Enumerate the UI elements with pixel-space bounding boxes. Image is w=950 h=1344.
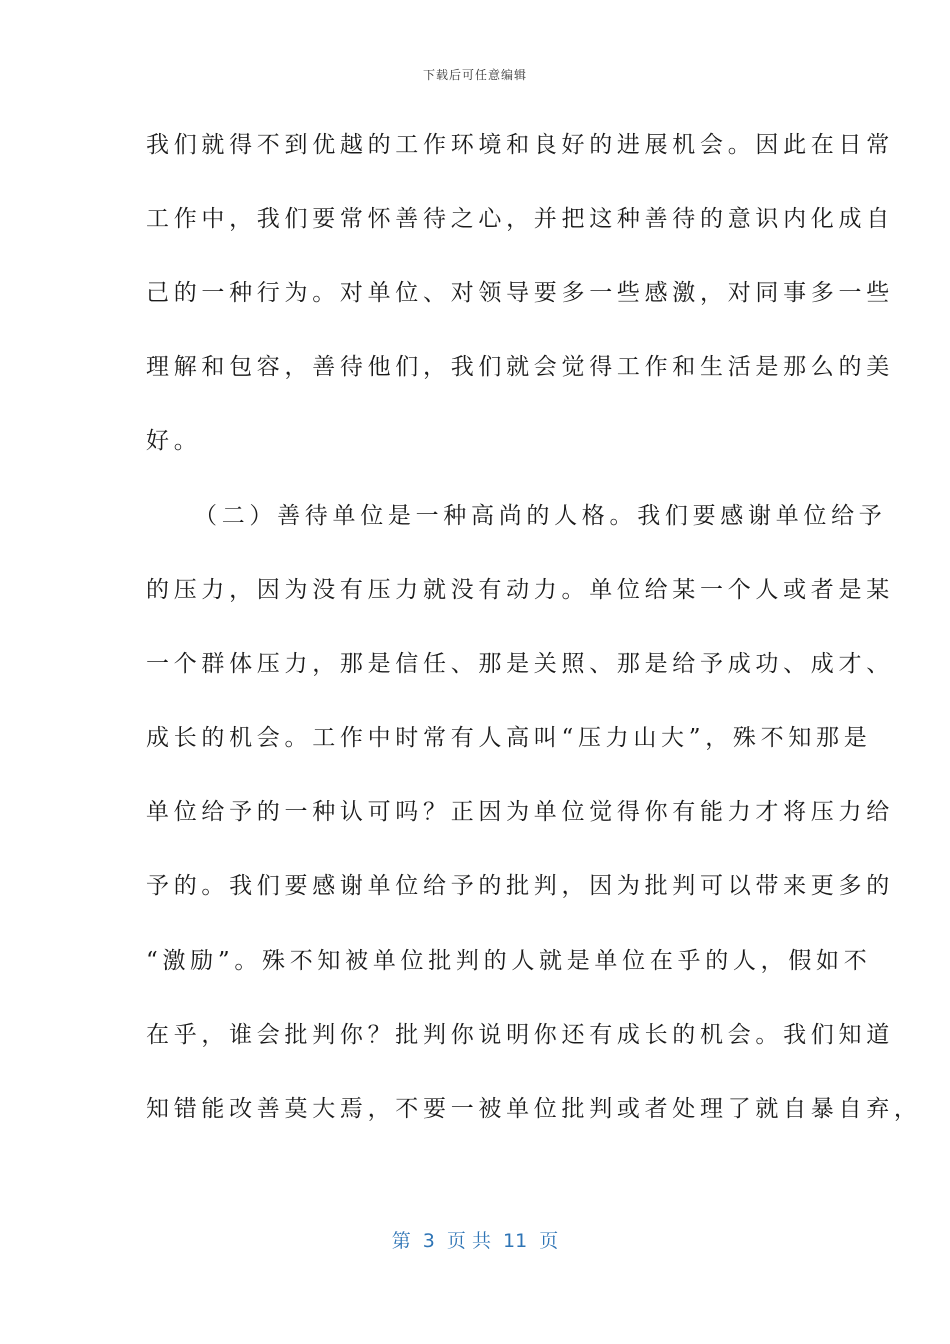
body-line: 知错能改善莫大焉，不要一被单位批判或者处理了就自暴自弃， xyxy=(146,1096,922,1122)
body-line: 好。 xyxy=(146,428,202,454)
page-number-footer: 第 3 页 共 11 页 xyxy=(391,1230,559,1252)
body-line: 一个群体压力，那是信任、那是关照、那是给予成功、成才、 xyxy=(146,651,894,677)
body-line: 单位给予的一种认可吗？正因为单位觉得你有能力才将压力给 xyxy=(146,799,894,825)
body-line: “激励”。殊不知被单位批判的人就是单位在乎的人，假如不 xyxy=(146,948,872,974)
body-line: 予的。我们要感谢单位给予的批判，因为批判可以带来更多的 xyxy=(146,873,894,899)
body-line: 己的一种行为。对单位、对领导要多一些感激，对同事多一些 xyxy=(146,280,894,306)
body-line: 的压力，因为没有压力就没有动力。单位给某一个人或者是某 xyxy=(146,577,894,603)
body-line: （二）善待单位是一种高尚的人格。我们要感谢单位给予 xyxy=(194,503,887,529)
body-line: 工作中，我们要常怀善待之心，并把这种善待的意识内化成自 xyxy=(146,206,894,232)
body-line: 理解和包容，善待他们，我们就会觉得工作和生活是那么的美 xyxy=(146,354,894,380)
body-line: 在乎，谁会批判你？批判你说明你还有成长的机会。我们知道 xyxy=(146,1022,894,1048)
page-header: 下载后可任意编辑 xyxy=(422,68,527,82)
body-line: 成长的机会。工作中时常有人高叫“压力山大”，殊不知那是 xyxy=(146,725,872,751)
body-line: 我们就得不到优越的工作环境和良好的进展机会。因此在日常 xyxy=(146,132,894,158)
